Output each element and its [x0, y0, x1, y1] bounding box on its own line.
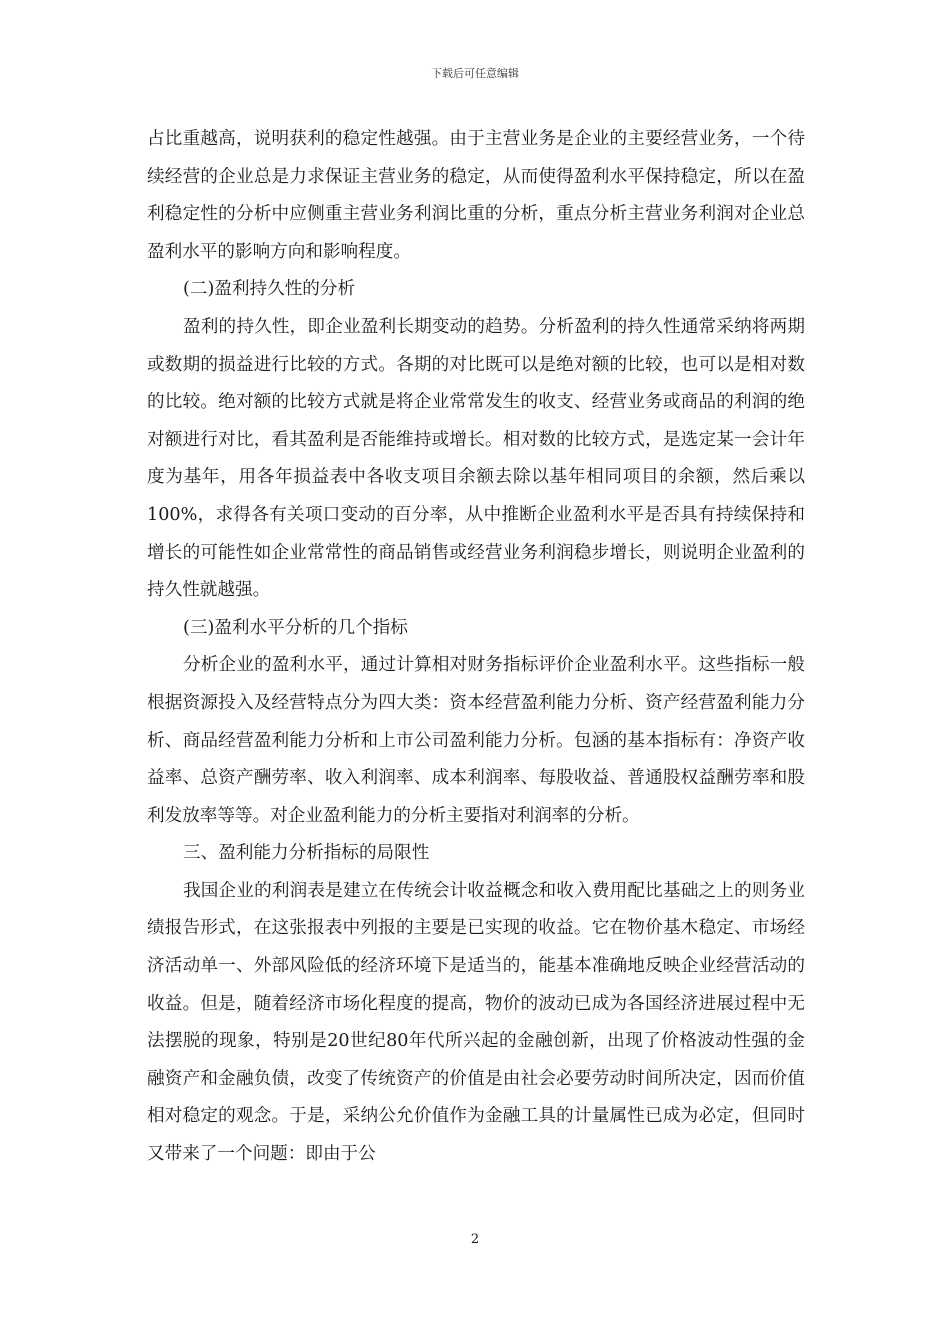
page-number: 2: [470, 1232, 480, 1247]
section-heading-indicators: (三)盈利水平分析的几个指标: [183, 617, 408, 638]
paragraph-persistence: 盈利的持久性，即企业盈利长期变动的趋势。分析盈利的持久性通常采纳将两期或数期的损益进行比较的方式。各期的对比既可以是绝对额的比较，也可以是相对数的比较。绝对额的比较方式就是将企业常常发生的收支、经营业务或商品的利润的绝对额进行对比，看其盈利是否能维持或增长。相对数的比较方式，是选定某一会计年度为基年，用各年损益表中各收支项目余额去除以基年相同项目的余额，然后乘以100%，求得各有关项口变动的百分率，从中推断企业盈利水平是否具有持续保持和增长的可能性如企业常常性的商品销售或经营业务利润稳步增长，则说明企业盈利的持久性就越强。: [147, 316, 805, 601]
paragraph-stability-continued: 占比重越高，说明获利的稳定性越强。由于主营业务是企业的主要经营业务，一个待续经营的企业总是力求保证主营业务的稳定，从而使得盈利水平保持稳定，所以在盈利稳定性的分析中应侧重主营业务利润比重的分析，重点分析主营业务利润对企业总盈利水平的影响方向和影响程度。: [147, 129, 805, 262]
section-heading-persistence: (二)盈利持久性的分析: [183, 279, 356, 300]
paragraph-limitations: 我国企业的利润表是建立在传统会计收益概念和收入费用配比基础之上的则务业绩报告形式，在这张报表中列报的主要是已实现的收益。它在物价基木稳定、市场经济活动单一、外部风险低的经济环境下是适当的，能基本准确地反映企业经营活动的收益。但是，随着经济市场化程度的提高，物价的波动已成为各国经济进展过程中无法摆脱的现象，特别是20世纪80年代所兴起的金融创新，出现了价格波动性强的金融资产和金融负债，改变了传统资产的价值是由社会必要劳动时间所决定，因而价值相对稳定的观念。于是，采纳公允价值作为金融工具的计量属性已成为必定，但同时又带来了一个问题：即由于公: [147, 880, 805, 1165]
section-heading-limitations: 三、盈利能力分析指标的局限性: [183, 843, 430, 864]
paragraph-indicators: 分析企业的盈利水平，通过计算相对财务指标评价企业盈利水平。这些指标一般根据资源投入及经营特点分为四大类：资本经营盈利能力分析、资产经营盈利能力分析、商品经营盈利能力分析和上市公司盈利能力分析。包涵的基本指标有：净资产收益率、总资产酬劳率、收入利润率、成本利润率、每股收益、普通股权益酬劳率和股利发放率等等。对企业盈利能力的分析主要指对利润率的分析。: [147, 655, 805, 826]
page-header: 下载后可任意编辑: [431, 67, 519, 80]
document-body: [147, 121, 805, 1174]
